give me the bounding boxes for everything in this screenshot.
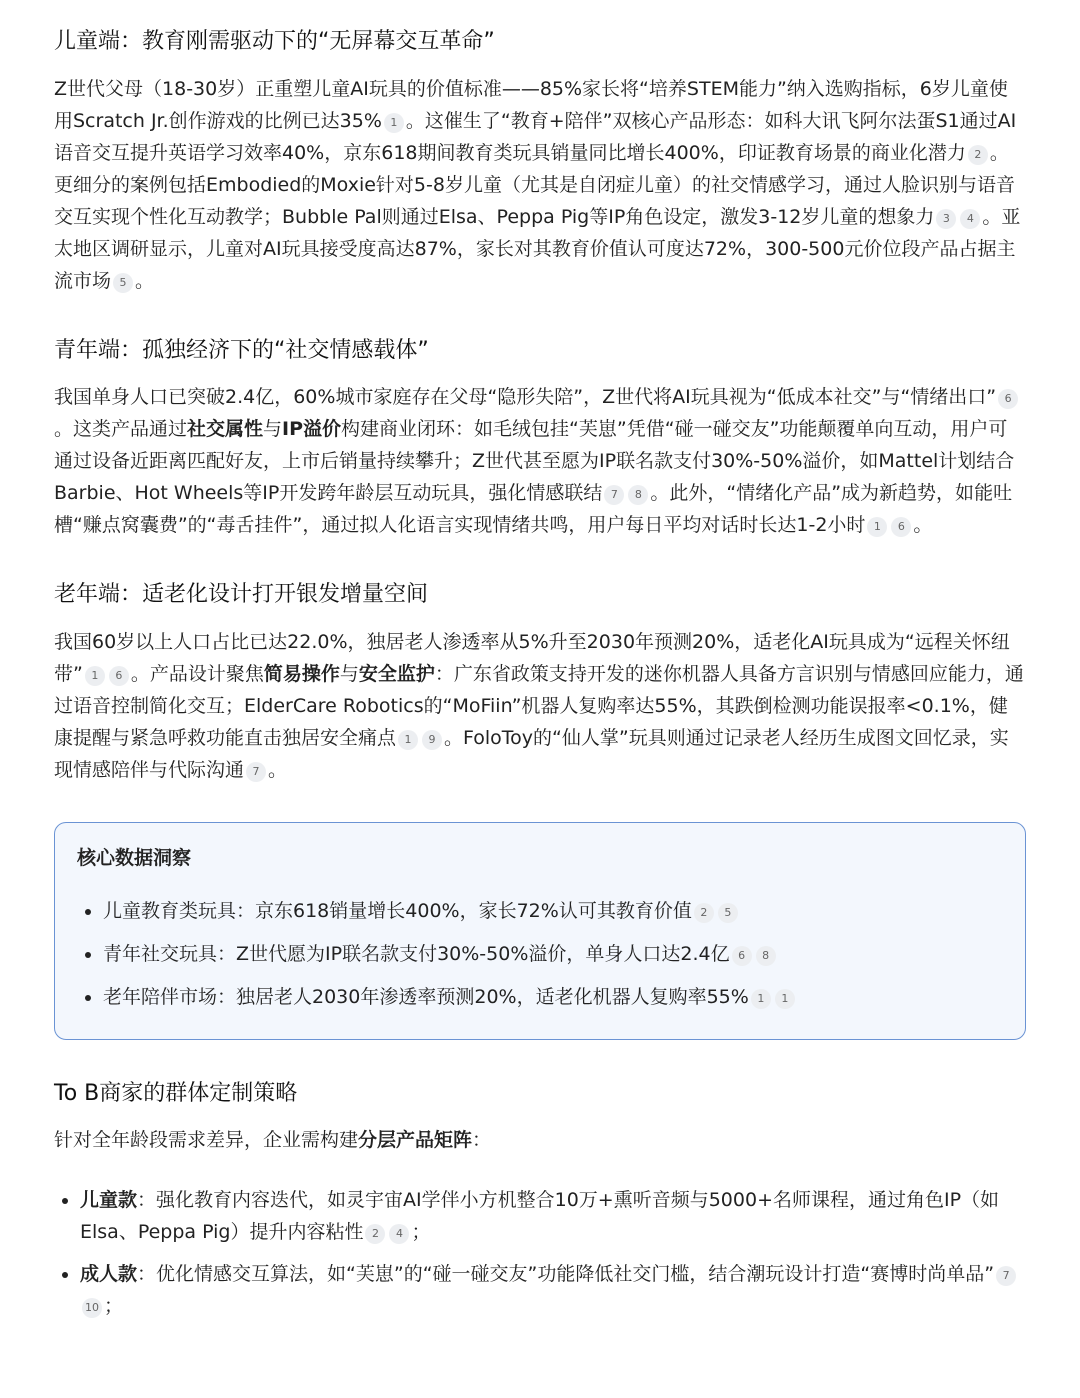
citation-badge[interactable]: 2 <box>365 1224 385 1244</box>
text-segment: 。产品设计聚焦 <box>130 662 264 685</box>
bold-term: 社交属性 <box>187 418 264 441</box>
list-item <box>103 896 1003 926</box>
citation-badge[interactable]: 1 <box>867 517 887 537</box>
citation-badge[interactable]: 6 <box>891 517 911 537</box>
bold-term: IP溢价 <box>282 418 342 441</box>
list-item-text: ：强化教育内容迭代，如灵宇宙AI学伴小方机整合10万+熏听音频与5000+名师课程，通过角色IP（如Elsa、Peppa Pig）提升内容粘性 <box>80 1189 1000 1244</box>
citation-badge[interactable]: 1 <box>384 113 404 133</box>
section-heading-youth: 青年端：孤独经济下的“社交情感载体” <box>54 337 429 363</box>
citation-badge[interactable]: 3 <box>936 209 956 229</box>
bold-term: 分层产品矩阵 <box>358 1129 473 1152</box>
text-segment: 。 <box>135 269 155 292</box>
text-segment: Z世代父母（18-30岁）正重塑儿童AI玩具的价值标准——85%家长将“培养STEM能力”纳入选购指标，6岁儿童使用Scratch Jr.创作游戏的比例已达35% <box>54 77 1008 132</box>
tob-lead-paragraph <box>54 1124 1026 1156</box>
citation-badge[interactable]: 1 <box>85 666 105 686</box>
citation-badge[interactable]: 1 <box>398 730 418 750</box>
section-paragraph-youth <box>54 381 1026 541</box>
insight-list <box>77 896 1003 1012</box>
citation-badge[interactable]: 4 <box>389 1224 409 1244</box>
text-segment: 。更细分的案例包括Embodied的Moxie针对5-8岁儿童（尤其是自闭症儿童）的社交情感学习，通过人脸识别与语音交互实现个性化互动教学；Bubble Pal则通过Elsa、Peppa Pig等IP角色设定，激发3-12岁儿童的想象力 <box>54 141 1015 228</box>
text-segment: 。此外，“情绪化产品”成为新趋势，如能吐槽“赚点窝囊费”的“毒舌挂件”，通过拟人化语言实现情绪共鸣，用户每日平均对话时长达1-2小时 <box>54 482 1013 537</box>
citation-badge[interactable]: 1 <box>775 989 795 1009</box>
text-segment: 。 <box>268 758 288 781</box>
citation-badge[interactable]: 4 <box>960 209 980 229</box>
citation-badge[interactable]: 6 <box>109 666 129 686</box>
citation-badge[interactable]: 10 <box>82 1298 102 1318</box>
citation-badge[interactable]: 6 <box>732 946 752 966</box>
callout-title: 核心数据洞察 <box>77 846 192 869</box>
text-segment: 我国60岁以上人口占比已达22.0%，独居老人渗透率从5%升至2030年预测20%，适老化AI玩具成为“远程关怀纽带” <box>54 630 1010 685</box>
list-item <box>80 1258 1026 1322</box>
list-item-text: 儿童教育类玩具：京东618销量增长400%，家长72%认可其教育价值 <box>103 899 692 922</box>
section-paragraph-children <box>54 73 1026 297</box>
text-segment: 与 <box>263 418 283 441</box>
list-item-text: 老年陪伴市场：独居老人2030年渗透率预测20%，适老化机器人复购率55% <box>103 985 749 1008</box>
text-segment: 。这类产品通过 <box>54 418 188 441</box>
citation-badge[interactable]: 8 <box>628 485 648 505</box>
bold-term: 简易操作 <box>263 662 340 685</box>
section-heading-children: 儿童端：教育刚需驱动下的“无屏幕交互革命” <box>54 29 495 54</box>
citation-badge[interactable]: 2 <box>694 903 714 923</box>
citation-badge[interactable]: 7 <box>604 485 624 505</box>
citation-badge[interactable]: 5 <box>113 273 133 293</box>
citation-badge[interactable]: 5 <box>718 903 738 923</box>
text-segment: 。这催生了“教育+陪伴”双核心产品形态：如科大讯飞阿尔法蛋S1通过AI语音交互提升英语学习效率40%，京东618期间教育类玩具销量同比增长400%，印证教育场景的商业化潜力 <box>54 109 1017 164</box>
text-segment: 我国单身人口已突破2.4亿，60%城市家庭存在父母“隐形失陪”，Z世代将AI玩具视为“低成本社交”与“情绪出口” <box>54 386 997 409</box>
citation-badge[interactable]: 6 <box>998 389 1018 409</box>
list-item-label: 儿童款 <box>80 1189 138 1212</box>
citation-badge[interactable]: 8 <box>756 946 776 966</box>
list-item-text: 青年社交玩具：Z世代愿为IP联名款支付30%-50%溢价，单身人口达2.4亿 <box>103 942 730 965</box>
text-segment: ； <box>104 1295 124 1318</box>
strategy-list <box>54 1184 1026 1322</box>
text-segment: 。FoloToy的“仙人掌”玩具则通过记录老人经历生成图文回忆录，实现情感陪伴与代际沟通 <box>54 726 1009 781</box>
list-item <box>103 939 1003 969</box>
data-insight-callout <box>54 822 1026 1040</box>
text-segment: 针对全年龄段需求差异，企业需构建 <box>54 1129 359 1152</box>
text-segment: ； <box>411 1221 431 1244</box>
citation-badge[interactable]: 7 <box>996 1266 1016 1286</box>
list-item <box>103 982 1003 1012</box>
section-heading-elderly: 老年端：适老化设计打开银发增量空间 <box>54 582 429 608</box>
text-segment: 构建商业闭环：如毛绒包挂“芙崽”凭借“碰一碰交友”功能颠覆单向互动，用户可通过设备近距离匹配好友，上市后销量持续攀升；Z世代甚至愿为IP联名款支付30%-50%溢价，如Mattel计划结合Barbie、Hot Wheels等IP开发跨年龄层互动玩具，强化情感联结 <box>54 418 1015 505</box>
citation-badge[interactable]: 2 <box>968 145 988 165</box>
list-item-label: 成人款 <box>80 1263 138 1286</box>
text-segment: ：广东省政策支持开发的迷你机器人具备方言识别与情感回应能力，通过语音控制简化交互；ElderCare Robotics的“MoFiin”机器人复购率达55%，其跌倒检测功能误报率<0.1%，健康提醒与紧急呼救功能直击独居安全痛点 <box>54 662 1024 749</box>
list-item <box>80 1184 1026 1248</box>
citation-badge[interactable]: 7 <box>246 762 266 782</box>
section-heading-tob: To B商家的群体定制策略 <box>54 1080 298 1106</box>
text-segment: 。亚太地区调研显示，儿童对AI玩具接受度高达87%，家长对其教育价值认可度达72%，300-500元价位段产品占据主流市场 <box>54 205 1021 292</box>
text-segment: 。 <box>913 514 933 537</box>
citation-badge[interactable]: 1 <box>751 989 771 1009</box>
bold-term: 安全监护 <box>358 662 435 685</box>
citation-badge[interactable]: 9 <box>422 730 442 750</box>
list-item-text: ：优化情感交互算法，如“芙崽”的“碰一碰交友”功能降低社交门槛，结合潮玩设计打造“赛博时尚单品” <box>137 1263 995 1286</box>
text-segment: 与 <box>339 662 359 685</box>
section-paragraph-elderly <box>54 626 1026 786</box>
text-segment: ： <box>472 1129 492 1152</box>
